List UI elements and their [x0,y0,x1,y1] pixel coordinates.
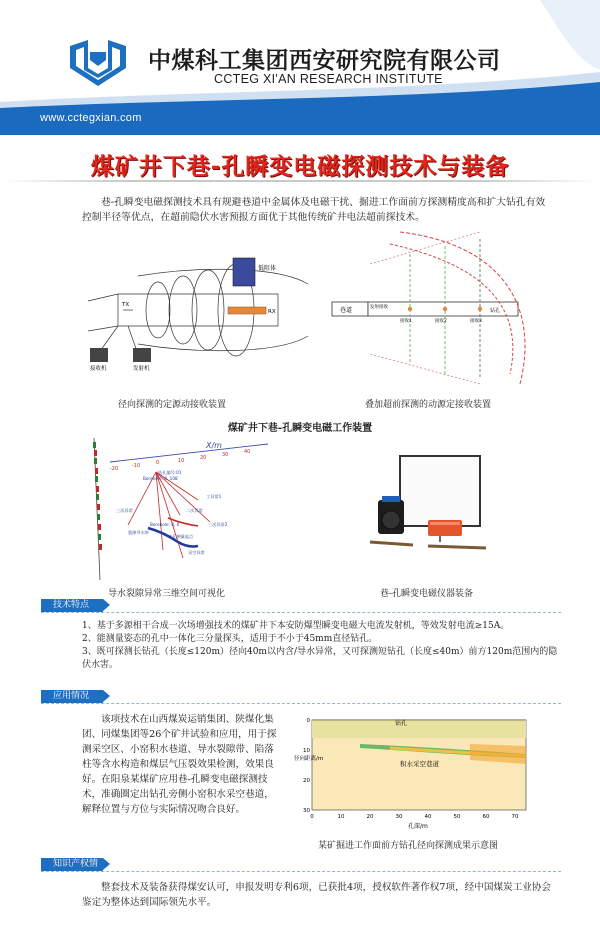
fig2-rx1-label: 接收1 [400,319,412,324]
header [0,0,600,135]
fig1-caption: 径向探测的定源动接收装置 [118,400,227,410]
section-ip-line [41,871,561,872]
fig5-xtick-4: 40 [424,814,432,820]
fig1-anomaly-label: 低阻体 [258,265,277,272]
fig3-tick-7: 40 [244,449,251,455]
fig3-axis-label: X/m [206,441,222,450]
feature-3: 3、既可探测长钻孔（长度≤120m）径向40m以内含/导水异常，又可探测短钻孔（长度≤40m）前方120m范围内的隐伏水害。 [82,647,558,670]
fig2-roadway-label: 巷道 [340,307,353,314]
fig3-tick-4: 10 [178,458,185,464]
fig3-label-a2: 二次异常 [186,508,203,513]
fig3-caption: 导水裂隙异常三维空间可视化 [108,589,226,599]
fig3-label-fracture: 裂隙导水带 [128,530,149,535]
fig2-caption: 叠加超前探测的动源定接收装置 [365,400,492,410]
fig1-transmitter-label: 发射机 [133,366,150,372]
fig2-device-label: 发射接收 [370,305,388,310]
company-logo [62,38,136,88]
section-application: 应用情况 [41,690,103,703]
fig3-label-axis: 钻孔测量起点 [168,534,194,539]
page-title: 煤矿井下巷-孔瞬变电磁探测技术与装备 [90,154,510,180]
title-divider [0,180,600,182]
fig3-tick-3: 0 [156,460,160,466]
fig5-xtick-2: 20 [366,814,374,820]
fig5-xtick-1: 10 [337,814,345,820]
fig1-receiver-label: 接收机 [90,366,107,372]
fig5-ytick-1: 10 [303,748,310,754]
fracture-3d-visualization [88,430,273,585]
company-name-cn: 中煤科工集团西安研究院有限公司 [148,48,501,74]
fig3-label-a1: 工异常1 [206,494,222,499]
application-paragraph: 该项技术在山西煤炭运销集团、陕煤化集团、同煤集团等26个矿井试验和应用，用于探测采空区、小窑积水巷道、导水裂隙带、陷落柱等含水构造和煤层气压裂效果检测，效果良好。在阳泉某煤矿应用巷-孔瞬变电磁探测技术，准确圈定出钻孔旁侧小窑积水采空巷道，解释位置与方位与实际情况吻合良好。 [82,714,277,815]
radial-detection-result-chart [290,714,530,834]
website-link[interactable]: www.cctegxian.com [40,112,142,124]
fig3-label-a3: 三次异常 [116,508,133,513]
fig2-rx3-label: 接收3 [470,319,482,324]
fig5-top-label: 钻孔 [395,720,408,727]
fig5-inner-label: 积水采空巷道 [400,760,439,768]
fig4-caption: 巷-孔瞬变电磁仪器装备 [380,589,474,599]
fig5-xtick-5: 50 [453,814,461,820]
fig5-xtick-6: 60 [482,814,490,820]
fig1-rx-label: RX [268,309,276,315]
fig2-rx2-label: 接收2 [435,319,447,324]
section-tech-features: 技术特点 [41,599,103,612]
ip-paragraph: 整套技术及装备获得煤安认可，申报发明专利6项，已获批4项，授权软件著作权7项，经中国煤炭工业协会鉴定为整体达到国际领先水平。 [82,882,552,908]
section-application-line [41,703,561,704]
fig3-label-a4: 三次异常2 [208,522,228,527]
fig3-tick-5: 20 [200,455,207,461]
feature-2: 2、能测量姿态的孔中一体化三分量探头，适用于不小于45mm直径钻孔。 [82,634,378,644]
fig3-tick-2: -10 [132,463,141,469]
intro-paragraph: 巷-孔瞬变电磁探测技术具有规避巷道中金属体及电磁干扰、掘进工作面前方探测精度高和扩大钻孔有效控制半径等优点，在超前隐伏水害预报方面优于其他传统矿井电法超前探技术。 [82,197,546,223]
fig5-ytick-0: 0 [306,718,310,724]
fig5-xtick-0: 0 [310,814,314,820]
fig3-label-a5: 采空异常 [188,550,205,555]
fig3-label-borehole-id: Borehole: 0, 108 [143,476,178,481]
fig3-tick-1: -20 [110,466,119,472]
fig5-xlabel: 孔深/m [408,823,428,830]
fig5-ytick-3: 30 [303,808,310,814]
section-tech-line [41,612,561,613]
fig5-ytick-2: 20 [303,778,310,784]
feature-1: 1、基于多源相干合成一次场增强技术的煤矿井下本安防爆型瞬变电磁大电流发射机，等效发射电流≥15A。 [82,621,510,631]
section-ip: 知识产权情况 [41,858,103,871]
device-title: 煤矿井下巷-孔瞬变电磁工作装置 [227,423,373,434]
fig5-caption: 某矿掘进工作面前方钻孔径向探测成果示意图 [318,841,499,851]
fig1-tx-label: TX [122,302,130,308]
advance-detection-diagram [330,224,530,392]
fig2-borehole-label: 钻孔 [490,308,501,314]
fig5-ylabel: 径向距离/m [294,756,324,762]
fig5-xtick-3: 30 [395,814,403,820]
fig3-tick-6: 30 [222,452,229,458]
fig5-xtick-7: 70 [511,814,519,820]
fig3-label-borehole: 钻孔编号:01 [158,470,182,475]
fig3-label-b2: Borehole: 0, 0 [150,522,180,527]
company-name-en: CCTEG XI'AN RESEARCH INSTITUTE [214,72,443,86]
equipment-photo [368,450,488,560]
radial-detection-diagram [78,236,318,386]
